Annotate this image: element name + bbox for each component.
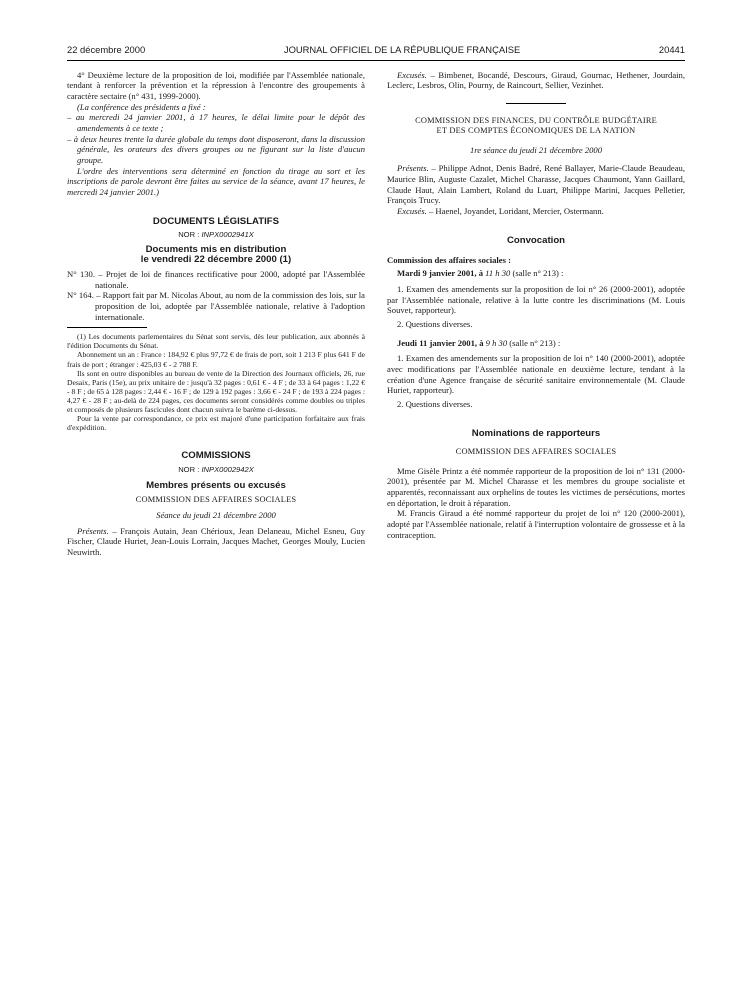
header-page-number: 20441 [658, 44, 685, 55]
section-title-commissions: COMMISSIONS [181, 450, 251, 462]
seance-date: Séance du jeudi 21 décembre 2000 [156, 510, 276, 521]
conference-intro: (La conférence des présidents a fixé : [77, 101, 206, 112]
conference-point-2: – à deux heures trente la durée globale du temps dont disposeront, dans la discussion générale, les orateurs des divers groupes ou ne figurant sur la liste d'aucun groupe. [67, 133, 365, 165]
convocation-commission: Commission des affaires sociales : [387, 254, 511, 265]
members-subtitle: Membres présents ou excusés [146, 479, 286, 491]
commission-name: COMMISSION DES AFFAIRES SOCIALES [135, 494, 297, 504]
section-title-convocation: Convocation [506, 234, 566, 246]
documents-subtitle: Documents mis en distribution le vendredi 22 décembre 2000 (1) [140, 243, 292, 266]
document-164: N° 164. – Rapport fait par M. Nicolas About, au nom de la commission des lois, sur la proposition de loi, adoptée par l'Assemblée nationale, relative à l'adoption internationale. [67, 290, 365, 322]
finance-commission-title: COMMISSION DES FINANCES, DU CONTRÔLE BUDGÉTAIRE ET DES COMPTES ÉCONOMIQUES DE LA NATION [415, 115, 657, 136]
footnote-1: (1) Les documents parlementaires du Sénat sont servis, dès leur publication, aux abonnés à l'édition Documents du Sénat. [67, 332, 365, 351]
section-title-documents: DOCUMENTS LÉGISLATIFS [152, 215, 280, 227]
footnote-rule [67, 327, 147, 328]
finance-presents-list: Présents. – Philippe Adnot, Denis Badré, René Ballayer, Marie-Claude Beaudeau, Maurice Blin, Auguste Cazalet, Michel Charasse, Jacques Chaumont, Yann Gaillard, Claude Haut, Alain Lambert, Roland du Luart, Philippe Marini, Jacques Pelletier, François Trucy. [387, 163, 685, 206]
mardi-heading: Mardi 9 janvier 2001, à 11 h 30 (salle n° 213) : [397, 268, 564, 279]
footnote-prices: Ils sont en outre disponibles au bureau de vente de la Direction des Journaux officiels, 26, rue Desaix, Paris (15e), au prix unitaire de : jusqu'à 32 pages : 0,61 € - 4 F ; de 33 à 64 pages : 1,22 € - 8 F ; de 65 à 128 pages : 2,44 € - 16 F ; de 129 à 192 pages : 3,66 € - 24 F ; de 193 à 224 pages : 4,27 € - 28 F ; au-delà de 224 pages, ces documents seront considérés comme doubles ou triples et composés de plusieurs fascicules dont chacun suivra le barème ci-dessus. [67, 368, 365, 415]
header-date: 22 décembre 2000 [67, 44, 146, 55]
conference-order: L'ordre des interventions sera déterminé en fonction du tirage au sort et les inscriptions de parole devront être faites au service de la séance, avant 17 heures, le mercredi 24 janvier 2001.) [67, 165, 365, 197]
presents-list: Présents. – François Autain, Jean Chérioux, Jean Delaneau, Michel Esneu, Guy Fischer, Claude Huriet, Jean-Louis Lorrain, Jacques Machet, Georges Mouly, Lucien Neuwirth. [67, 525, 365, 557]
document-130: N° 130. – Projet de loi de finances rectificative pour 2000, adopté par l'Assemblée nationale. [67, 268, 365, 290]
excuses-list: Excusés. – Bimbenet, Bocandé, Descours, Giraud, Gournac, Hethener, Jourdain, Leclerc, Lesbros, Olin, Pourny, de Raincourt, Sellier, Vezinhet. [387, 69, 685, 91]
conference-point-1: – au mercredi 24 janvier 2001, à 17 heures, le délai limite pour le dépôt des amendements à ce texte ; [67, 112, 365, 133]
nomination-2: M. Francis Giraud a été nommé rapporteur du projet de loi n° 120 (2000-2001), adopté par l'Assemblée nationale, relatif à l'interruption volontaire de grossesse et à la contraception. [387, 508, 685, 540]
nor-commissions: NOR : INPX0002942X [178, 465, 254, 475]
finance-excuses-list: Excusés. – Haenel, Joyandet, Loridant, Mercier, Ostermann. [397, 206, 604, 217]
left-column [67, 70, 365, 558]
jeudi-item-2: 2. Questions diverses. [397, 398, 473, 409]
nomination-1: Mme Gisèle Printz a été nommée rapporteur de la proposition de loi n° 131 (2000-2001), présentée par M. Michel Charasse et les membres du groupe socialiste et apparentés, reconnaissant aux orphelins de toutes les victimes de persécutions, mortes en déportation, le droit à réparation. [387, 465, 685, 508]
footnote-mail: Pour la vente par correspondance, ce prix est majoré d'une participation forfaitaire aux frais d'expédition. [67, 414, 365, 433]
header-title: JOURNAL OFFICIEL DE LA RÉPUBLIQUE FRANÇAISE [283, 44, 521, 55]
footnote-subscription: Abonnement un an : France : 184,92 € plus 97,72 € de frais de port, soit 1 213 F plus 641 F de frais de port ; étranger : 425,03 € - 2 788 F. [67, 350, 365, 369]
nor-documents: NOR : INPX0002941X [178, 230, 254, 240]
agenda-item-4: 4° Deuxième lecture de la proposition de loi, modifiée par l'Assemblée nationale, tendant à renforcer la prévention et la répression à l'encontre des groupements à caractère sectaire (n° 431, 1999-2000). [67, 69, 365, 101]
page-header [67, 44, 685, 61]
jeudi-heading: Jeudi 11 janvier 2001, à 9 h 30 (salle n° 213) : [397, 337, 561, 348]
jeudi-item-1: 1. Examen des amendements sur la proposition de loi n° 140 (2000-2001), adoptée avec modifications par l'Assemblée nationale en deuxième lecture, tendant à la création d'une Agence française de sécurité sanitaire environnementale (M. Claude Huriet, rapporteur). [387, 353, 685, 396]
finance-seance-date: 1re séance du jeudi 21 décembre 2000 [469, 144, 603, 155]
mardi-item-1: 1. Examen des amendements sur la proposition de loi n° 26 (2000-2001), adoptée par l'Assemblée nationale, relative à la lutte contre les discriminations (M. Louis Souvet, rapporteur). [387, 283, 685, 316]
section-title-nominations: Nominations de rapporteurs [471, 427, 601, 439]
nominations-commission: COMMISSION DES AFFAIRES SOCIALES [455, 447, 617, 457]
right-column [387, 70, 685, 558]
mardi-item-2: 2. Questions diverses. [397, 318, 473, 329]
